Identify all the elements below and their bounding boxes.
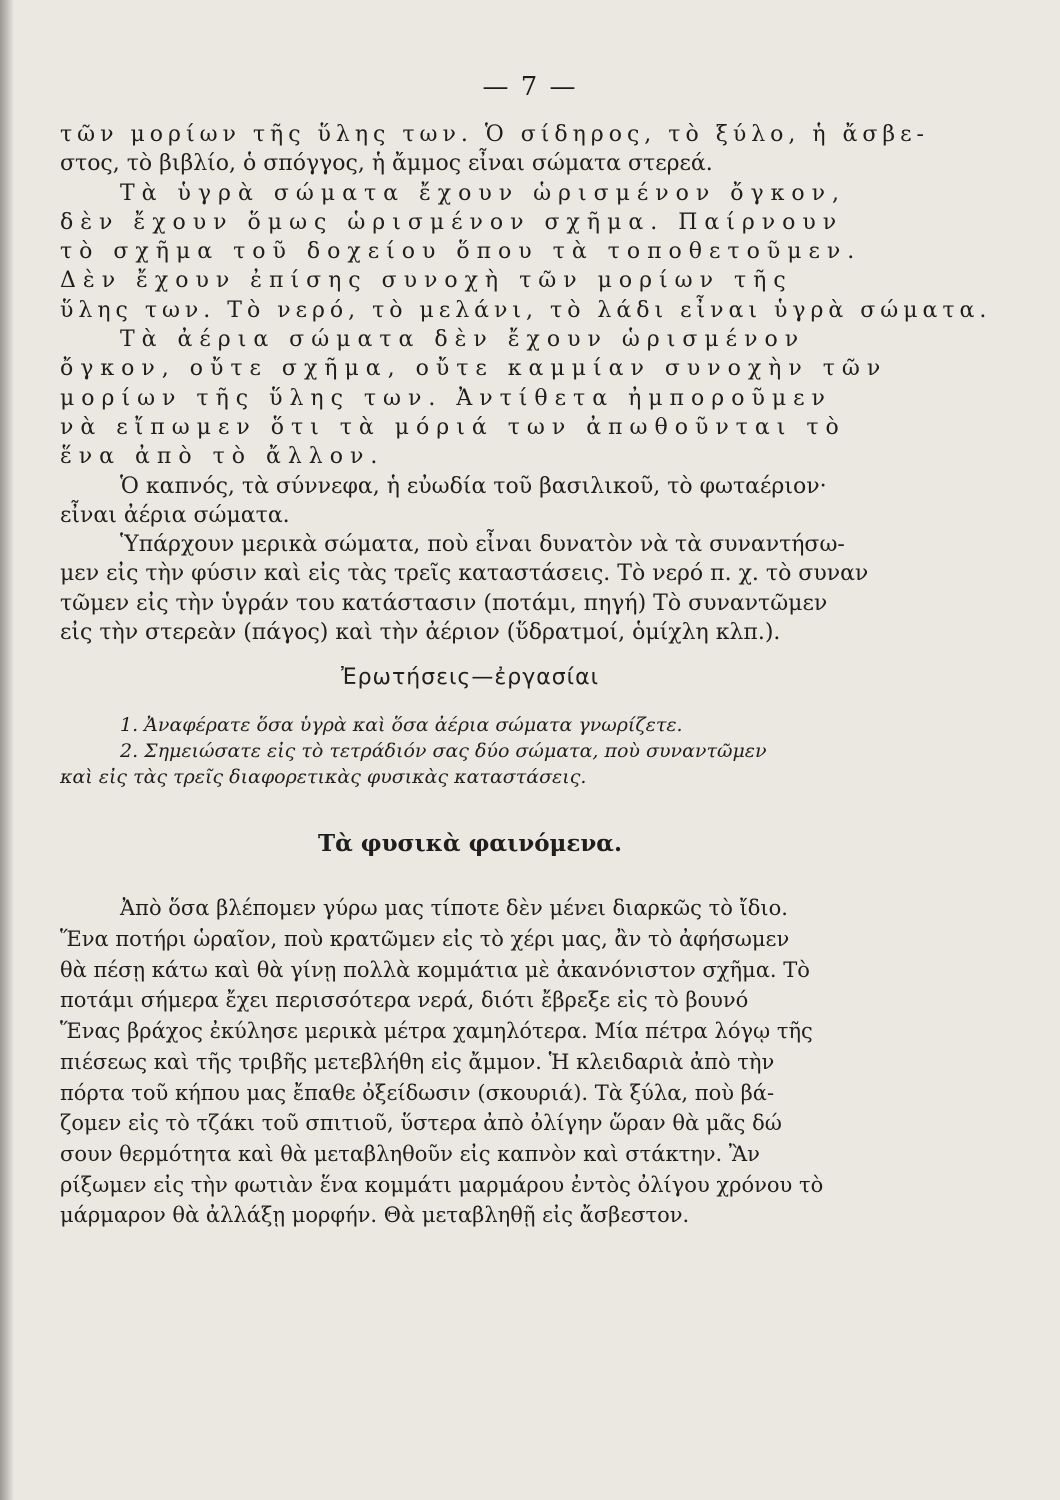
text-line: ποτάμι σήμερα ἔχει περισσότερα νερά, διότι ἔβρεξε εἰς τὸ βουνό [60,988,749,1013]
text-line: μορίων τῆς ὕλης των. Ἀντίθετα ἠμποροῦμεν [60,385,832,411]
text-line: πόρτα τοῦ κήπου μας ἔπαθε ὀξείδωσιν (σκουριά). Τὰ ξύλα, ποὺ βά- [60,1080,775,1105]
section-states-of-matter [60,120,992,647]
section-physical-phenomena [60,893,880,1231]
text-line: ζομεν εἰς τὸ τζάκι τοῦ σπιτιοῦ, ὕστερα ἀπὸ ὀλίγην ὥραν θὰ μᾶς δώ [60,1111,782,1136]
text-line: σουν θερμότητα καὶ θὰ μεταβληθοῦν εἰς καπνὸν καὶ στάκτην. Ἂν [60,1141,760,1166]
text-line: ὄγκον, οὔτε σχῆμα, οὔτε καμμίαν συνοχὴν τῶν [60,356,888,382]
text-line: δὲν ἔχουν ὅμως ὡρισμένον σχῆμα. Παίρνουν [60,209,844,235]
text-line: πιέσεως καὶ τῆς τριβῆς μετεβλήθη εἰς ἄμμον. Ἡ κλειδαριὰ ἀπὸ τὴν [60,1049,775,1074]
section-title: Τὰ φυσικὰ φαινόμενα. [317,830,623,858]
text-line: Ὑπάρχουν μερικὰ σώματα, ποὺ εἶναι δυνατὸν νὰ τὰ συναντήσω- [120,532,845,558]
text-line: στος, τὸ βιβλίο, ὁ σπόγγος, ἡ ἄμμος εἶναι σώματα στερεά. [60,151,713,177]
page-content [60,120,992,1231]
text-line: ὕλης των. Τὸ νερό, τὸ μελάνι, τὸ λάδι εἶναι ὑγρὰ σώματα. [60,297,992,323]
questions-list [60,712,880,790]
question-item: 1. Ἀναφέρατε ὅσα ὑγρὰ καὶ ὅσα ἀέρια σώματα γνωρίζετε. [120,714,683,737]
text-line: Ἀπὸ ὅσα βλέπομεν γύρω μας τίποτε δὲν μένει διαρκῶς τὸ ἴδιο. [120,896,788,921]
text-line: Δὲν ἔχουν ἐπίσης συνοχὴ τῶν μορίων τῆς [60,268,793,294]
text-line: νὰ εἴπωμεν ὅτι τὰ μόριά των ἀπωθοῦνται τὸ [60,414,846,440]
text-line: μεν εἰς τὴν φύσιν καὶ εἰς τὰς τρεῖς καταστάσεις. Τὸ νερό π. χ. τὸ συναν [60,561,869,587]
questions-heading: Ἐρωτήσεις—ἐργασίαι [340,665,600,691]
text-line: ρίξωμεν εἰς τὴν φωτιὰν ἕνα κομμάτι μαρμάρου ἐντὸς ὀλίγου χρόνου τὸ [60,1172,824,1197]
question-item: 2. Σημειώσατε εἰς τὸ τετράδιόν σας δύο σώματα, ποὺ συναντῶμεν [120,740,767,763]
text-line: εἰς τὴν στερεὰν (πάγος) καὶ τὴν ἀέριον (ὕδρατμοί, ὁμίχλη κλπ.). [60,620,781,646]
text-line: Τὰ ὑγρὰ σώματα ἔχουν ὡρισμένον ὄγκον, [120,180,847,206]
text-line: μάρμαρον θὰ ἀλλάξῃ μορφήν. Θὰ μεταβληθῇ εἰς ἄσβεστον. [60,1203,690,1228]
text-line: Ἕνα ποτήρι ὡραῖον, ποὺ κρατῶμεν εἰς τὸ χέρι μας, ἂν τὸ ἀφήσωμεν [60,927,790,952]
text-line: τῶν μορίων τῆς ὕλης των. Ὁ σίδηρος, τὸ ξύλο, ἡ ἄσβε- [60,122,929,147]
text-line: Ὁ καπνός, τὰ σύννεφα, ἡ εὐωδία τοῦ βασιλικοῦ, τὸ φωταέριον· [120,473,827,499]
text-line: τῶμεν εἰς τὴν ὑγράν του κατάστασιν (ποτάμι, πηγή) Τὸ συναντῶμεν [60,590,828,616]
text-line: τὸ σχῆμα τοῦ δοχείου ὅπου τὰ τοποθετοῦμεν. [60,239,862,265]
text-line: ἕνα ἀπὸ τὸ ἄλλον. [60,444,385,470]
text-line: εἶναι ἀέρια σώματα. [60,502,290,528]
page-binding-edge [0,0,14,1500]
text-line: Ἕνας βράχος ἐκύλησε μερικὰ μέτρα χαμηλότερα. Μία πέτρα λόγῳ τῆς [60,1019,813,1044]
text-line: θὰ πέσῃ κάτω καὶ θὰ γίνῃ πολλὰ κομμάτια μὲ ἀκανόνιστον σχῆμα. Τὸ [60,957,810,982]
question-item: καὶ εἰς τὰς τρεῖς διαφορετικὰς φυσικὰς καταστάσεις. [60,766,587,789]
page-number: — 7 — [482,72,578,102]
text-line: Τὰ ἀέρια σώματα δὲν ἔχουν ὡρισμένον [120,327,806,353]
